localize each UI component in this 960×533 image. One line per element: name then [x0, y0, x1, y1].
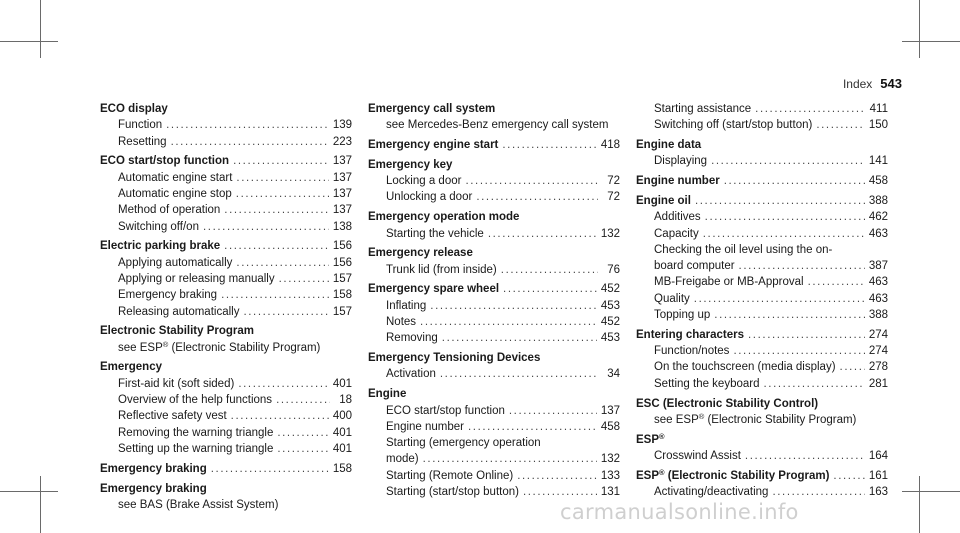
dot-leader: [236, 170, 328, 186]
page-ref: 139: [332, 119, 352, 132]
subentry-row: [100, 408, 352, 424]
subentry-row: [636, 412, 888, 428]
entry-heading-row: [100, 153, 352, 169]
entry-label: Resetting: [118, 135, 167, 148]
entry-heading-row: [368, 157, 620, 173]
page-ref: 133: [600, 469, 620, 482]
dot-leader: [238, 376, 329, 392]
dot-leader: [772, 484, 864, 500]
entry-label: Starting (start/stop button): [386, 486, 519, 499]
page-ref: 453: [600, 332, 620, 345]
entry-label: Starting assistance: [654, 103, 752, 115]
entry-label: Notes: [386, 316, 417, 329]
dot-leader: [503, 281, 597, 297]
dot-leader: [203, 219, 329, 235]
index-entry: [636, 396, 888, 429]
label-text: (Electronic Stability Program): [704, 413, 857, 426]
subentry-row: [368, 298, 620, 314]
entry-label: Additives: [654, 211, 701, 224]
page-ref: 34: [607, 368, 620, 381]
page-ref: 138: [332, 220, 352, 233]
page-ref: 388: [868, 309, 888, 322]
subentry-row: [100, 202, 352, 218]
entry-label: Setting the keyboard: [654, 377, 760, 390]
page-ref: 458: [868, 175, 888, 188]
entry-label: Unlocking a door: [386, 191, 473, 204]
subentry-row: [368, 484, 620, 500]
subentry-row: [636, 307, 888, 323]
entry-label: Switching off/on: [118, 220, 199, 233]
page-ref: 463: [868, 292, 888, 305]
entry-label: Starting (Remote Online): [386, 469, 514, 482]
entry-title: Engine number: [636, 175, 720, 188]
entry-heading-row: [100, 359, 352, 375]
page-ref: 453: [600, 299, 620, 312]
dot-leader: [703, 226, 865, 242]
dot-leader: [739, 258, 865, 274]
subentry-row: [636, 226, 888, 242]
subentry-row: [368, 262, 620, 278]
entry-label: Inflating: [386, 299, 427, 312]
index-entry: [636, 173, 888, 189]
index-entry: [636, 327, 888, 392]
dot-leader: [523, 484, 597, 500]
entry-heading-row: [100, 461, 352, 477]
entry-label: Activation: [386, 368, 436, 381]
subentry-row: [636, 117, 888, 133]
page-header: [843, 76, 902, 91]
page-ref: 401: [332, 426, 352, 439]
dot-leader: [840, 359, 865, 375]
entry-title: ECO start/stop function: [100, 155, 230, 168]
page-ref: 137: [332, 187, 352, 200]
crop-mark: [919, 476, 920, 533]
page-ref: 137: [332, 155, 352, 168]
subentry-row: [636, 484, 888, 500]
subentry-row: [636, 343, 888, 359]
entry-label: Releasing automatically: [118, 305, 240, 318]
page-ref: 401: [332, 377, 352, 390]
entry-title: Engine oil: [636, 194, 691, 207]
label-text: see ESP: [654, 413, 699, 426]
entry-label: Quality: [654, 292, 690, 305]
dot-leader: [501, 262, 598, 278]
page-ref: 281: [868, 377, 888, 390]
index-column-2: [368, 101, 620, 500]
index-entry: [368, 386, 620, 500]
crop-mark: [0, 491, 58, 492]
dot-leader: [502, 137, 596, 153]
entry-title: Emergency release: [368, 247, 473, 260]
entry-heading-row: [368, 137, 620, 153]
page-ref: 401: [332, 442, 352, 455]
index-entry: [100, 101, 352, 150]
page-ref: 452: [600, 283, 620, 296]
subentry-row: [100, 271, 352, 287]
subentry-row: [636, 242, 888, 258]
entry-label: board computer: [654, 260, 735, 273]
subentry-row: [368, 403, 620, 419]
dot-leader: [233, 153, 329, 169]
subentry-row: [368, 366, 620, 382]
entry-label: Displaying: [654, 155, 708, 168]
subentry-row: [636, 359, 888, 375]
page-ref: 274: [868, 345, 888, 358]
page-ref: 76: [607, 263, 620, 276]
index-entry: [368, 137, 620, 153]
dot-leader: [211, 461, 329, 477]
page-ref: 137: [332, 171, 352, 184]
dot-leader: [236, 186, 329, 202]
dot-leader: [171, 134, 329, 150]
entry-title: Electric parking brake: [100, 240, 221, 253]
entry-heading-row: [100, 481, 352, 497]
entry-label: Trunk lid (from inside): [386, 263, 497, 276]
subentry-row: [100, 255, 352, 271]
page-ref: 161: [868, 469, 888, 482]
entry-label: Starting (emergency operation: [386, 437, 541, 450]
entry-title: Emergency key: [368, 158, 453, 171]
dot-leader: [224, 238, 329, 254]
label-text: (Electronic Stability Program): [664, 469, 830, 482]
dot-leader: [468, 419, 597, 435]
index-entry: [100, 359, 352, 457]
index-entry: [368, 101, 620, 134]
page-ref: 132: [600, 227, 620, 240]
entry-title: Emergency spare wheel: [368, 283, 500, 296]
registered-mark: ®: [659, 431, 665, 441]
subentry-row: [100, 287, 352, 303]
dot-leader: [430, 298, 597, 314]
index-entry: [636, 432, 888, 465]
dot-leader: [745, 448, 865, 464]
crop-mark: [0, 41, 58, 42]
index-entry: [368, 157, 620, 206]
dot-leader: [420, 314, 597, 330]
page-ref: 141: [868, 155, 888, 168]
subentry-row: [368, 189, 620, 205]
entry-label: ECO start/stop function: [386, 404, 505, 417]
dot-leader: [221, 287, 329, 303]
subentry-row: [100, 392, 352, 408]
dot-leader: [695, 193, 865, 209]
dot-leader: [279, 271, 329, 287]
entry-heading-row: [368, 245, 620, 261]
index-entry: [100, 481, 352, 514]
entry-label: Checking the oil level using the on-: [654, 243, 833, 256]
dot-leader: [833, 468, 864, 484]
subentry-row: [100, 425, 352, 441]
entry-heading-row: [368, 386, 620, 402]
page-ref: 18: [339, 394, 352, 407]
page-ref: 156: [332, 240, 352, 253]
dot-leader: [705, 209, 865, 225]
dot-leader: [808, 274, 865, 290]
dot-leader: [509, 403, 597, 419]
page-ref: 462: [868, 211, 888, 224]
label-text: ESP: [636, 469, 660, 482]
page-ref: 278: [868, 361, 888, 374]
entry-heading-row: [636, 396, 888, 412]
entry-label: [654, 412, 856, 428]
entry-label: Activating/deactivating: [654, 486, 769, 499]
entry-title: ESC (Electronic Stability Control): [636, 397, 819, 410]
entry-label: Automatic engine start: [118, 171, 233, 184]
entry-heading-row: [368, 101, 620, 117]
index-entry: [636, 193, 888, 323]
dot-leader: [465, 173, 598, 189]
crop-mark: [919, 0, 920, 58]
label-text: (Electronic Stability Program): [168, 341, 321, 354]
entry-heading-row: [636, 432, 888, 448]
subentry-row: [368, 468, 620, 484]
index-entry: [100, 323, 352, 356]
entry-heading-row: [636, 137, 888, 153]
dot-leader: [816, 117, 865, 133]
page-ref: 223: [332, 135, 352, 148]
subentry-row: [368, 226, 620, 242]
dot-leader: [733, 343, 864, 359]
index-entry: [368, 209, 620, 242]
registered-mark: ®: [659, 467, 665, 477]
subentry-row: [100, 219, 352, 235]
entry-heading-row: [100, 238, 352, 254]
watermark: carmanualsonline.info: [560, 500, 799, 524]
subentry-row: [636, 274, 888, 290]
page-ref: 137: [332, 204, 352, 217]
index-column-3: [636, 101, 888, 500]
entry-label: On the touchscreen (media display): [654, 361, 836, 374]
entry-title: Engine data: [636, 139, 702, 152]
label-text: ESP: [636, 433, 660, 446]
entry-title: Emergency braking: [100, 462, 207, 475]
entry-label: Emergency braking: [118, 289, 218, 302]
subentry-row: [100, 134, 352, 150]
entry-label: Removing the warning triangle: [118, 426, 274, 439]
page-ref: 156: [332, 256, 352, 269]
subentry-row: [368, 435, 620, 451]
entry-title: Entering characters: [636, 328, 745, 341]
index-column-1: [100, 101, 352, 513]
entry-label: Capacity: [654, 227, 699, 240]
subentry-row: [100, 376, 352, 392]
index-entry: [100, 238, 352, 319]
crop-mark: [40, 476, 41, 533]
entry-label: Crosswind Assist: [654, 449, 741, 462]
subentry-row: [636, 153, 888, 169]
entry-label: First-aid kit (soft sided): [118, 377, 235, 390]
dot-leader: [442, 330, 597, 346]
subentry-row: [100, 304, 352, 320]
page-number: 543: [880, 76, 902, 91]
page-ref: 163: [868, 486, 888, 499]
entry-title: [636, 432, 665, 448]
entry-heading-row: [100, 323, 352, 339]
entry-label: MB-Freigabe or MB-Approval: [654, 276, 804, 289]
crop-mark: [40, 0, 41, 58]
dot-leader: [517, 468, 597, 484]
section-title: Index: [842, 77, 873, 91]
entry-title: Engine: [368, 388, 407, 401]
crop-mark: [902, 491, 960, 492]
dot-leader: [764, 376, 865, 392]
dot-leader: [724, 173, 865, 189]
index-entry: [368, 281, 620, 346]
subentry-row: [368, 117, 620, 133]
index-entry: [368, 245, 620, 278]
page-ref: 452: [600, 316, 620, 329]
entry-title: Emergency operation mode: [368, 211, 520, 224]
page-ref: 164: [868, 449, 888, 462]
dot-leader: [423, 451, 597, 467]
dot-leader: [694, 291, 865, 307]
subentry-row: [100, 441, 352, 457]
subentry-row: [636, 448, 888, 464]
subentry-row: [636, 209, 888, 225]
entry-label: Removing: [386, 332, 438, 345]
dot-leader: [755, 101, 865, 117]
page-ref: 157: [332, 272, 352, 285]
entry-heading-row: [636, 173, 888, 189]
entry-label: Switching off (start/stop button): [654, 119, 813, 132]
subentry-row: [636, 101, 888, 117]
page-ref: 463: [868, 276, 888, 289]
entry-title: Electronic Stability Program: [100, 325, 255, 338]
index-entry: [100, 461, 352, 477]
index-entry: [636, 468, 888, 501]
page-ref: 157: [332, 305, 352, 318]
page-ref: 400: [332, 410, 352, 423]
dot-leader: [276, 392, 330, 408]
dot-leader: [243, 304, 328, 320]
crop-mark: [902, 41, 960, 42]
page-ref: 72: [607, 175, 620, 188]
subentry-row: [368, 330, 620, 346]
entry-heading-row: [368, 281, 620, 297]
subentry-row: [636, 376, 888, 392]
entry-label: see Mercedes-Benz emergency call system: [386, 119, 609, 132]
subentry-row: [368, 419, 620, 435]
subentry-row: [100, 117, 352, 133]
subentry-row: [368, 451, 620, 467]
entry-label: Reflective safety vest: [118, 410, 227, 423]
entry-heading-row: [368, 350, 620, 366]
dot-leader: [224, 202, 329, 218]
entry-title: Emergency call system: [368, 103, 496, 115]
entry-title: Emergency braking: [100, 482, 207, 495]
entry-label: [118, 340, 320, 356]
entry-label: Engine number: [386, 420, 464, 433]
page-ref: 458: [600, 420, 620, 433]
entry-title: Emergency engine start: [368, 139, 499, 152]
entry-label: Setting up the warning triangle: [118, 442, 274, 455]
entry-label: Function: [118, 119, 163, 132]
dot-leader: [236, 255, 328, 271]
subentry-row: [100, 340, 352, 356]
dot-leader: [714, 307, 865, 323]
entry-heading-row: [100, 101, 352, 117]
subentry-row: [636, 258, 888, 274]
subentry-row: [368, 314, 620, 330]
page-ref: 132: [600, 453, 620, 466]
page-ref: 387: [868, 260, 888, 273]
index-entry: [636, 101, 888, 134]
registered-mark: ®: [162, 339, 169, 349]
registered-mark: ®: [698, 411, 705, 421]
dot-leader: [231, 408, 329, 424]
dot-leader: [440, 366, 598, 382]
dot-leader: [277, 441, 328, 457]
entry-heading-row: [636, 468, 888, 484]
entry-label: Topping up: [654, 309, 711, 322]
entry-label: Method of operation: [118, 204, 221, 217]
entry-label: Starting the vehicle: [386, 227, 484, 240]
entry-label: mode): [386, 453, 419, 466]
page-ref: 463: [868, 227, 888, 240]
label-text: see ESP: [118, 341, 163, 354]
subentry-row: [636, 291, 888, 307]
entry-title: ECO display: [100, 103, 168, 115]
entry-heading-row: [636, 193, 888, 209]
dot-leader: [748, 327, 865, 343]
entry-label: Function/notes: [654, 345, 730, 358]
dot-leader: [277, 425, 328, 441]
page-ref: 158: [332, 462, 352, 475]
entry-label: see BAS (Brake Assist System): [118, 498, 279, 511]
page-ref: 137: [600, 404, 620, 417]
entry-label: Applying automatically: [118, 256, 233, 269]
page-ref: 150: [868, 119, 888, 132]
subentry-row: [100, 497, 352, 513]
subentry-row: [368, 173, 620, 189]
entry-label: Locking a door: [386, 175, 462, 188]
index-entry: [100, 153, 352, 234]
dot-leader: [476, 189, 598, 205]
page-ref: 274: [868, 328, 888, 341]
entry-heading-row: [368, 209, 620, 225]
entry-title: Emergency Tensioning Devices: [368, 352, 541, 365]
subentry-row: [100, 186, 352, 202]
page-ref: 388: [868, 194, 888, 207]
entry-label: Applying or releasing manually: [118, 272, 275, 285]
page-ref: 158: [332, 289, 352, 302]
dot-leader: [711, 153, 865, 169]
index-entry: [636, 137, 888, 170]
page-ref: 72: [607, 191, 620, 204]
page-ref: 131: [600, 486, 620, 499]
entry-title: Emergency: [100, 361, 163, 374]
dot-leader: [166, 117, 329, 133]
page-ref: 418: [600, 139, 620, 152]
index-entry: [368, 350, 620, 383]
entry-heading-row: [636, 327, 888, 343]
entry-label: Automatic engine stop: [118, 187, 232, 200]
entry-title: [636, 468, 829, 484]
dot-leader: [488, 226, 597, 242]
subentry-row: [100, 170, 352, 186]
entry-label: Overview of the help functions: [118, 394, 273, 407]
page-ref: 411: [869, 103, 888, 115]
